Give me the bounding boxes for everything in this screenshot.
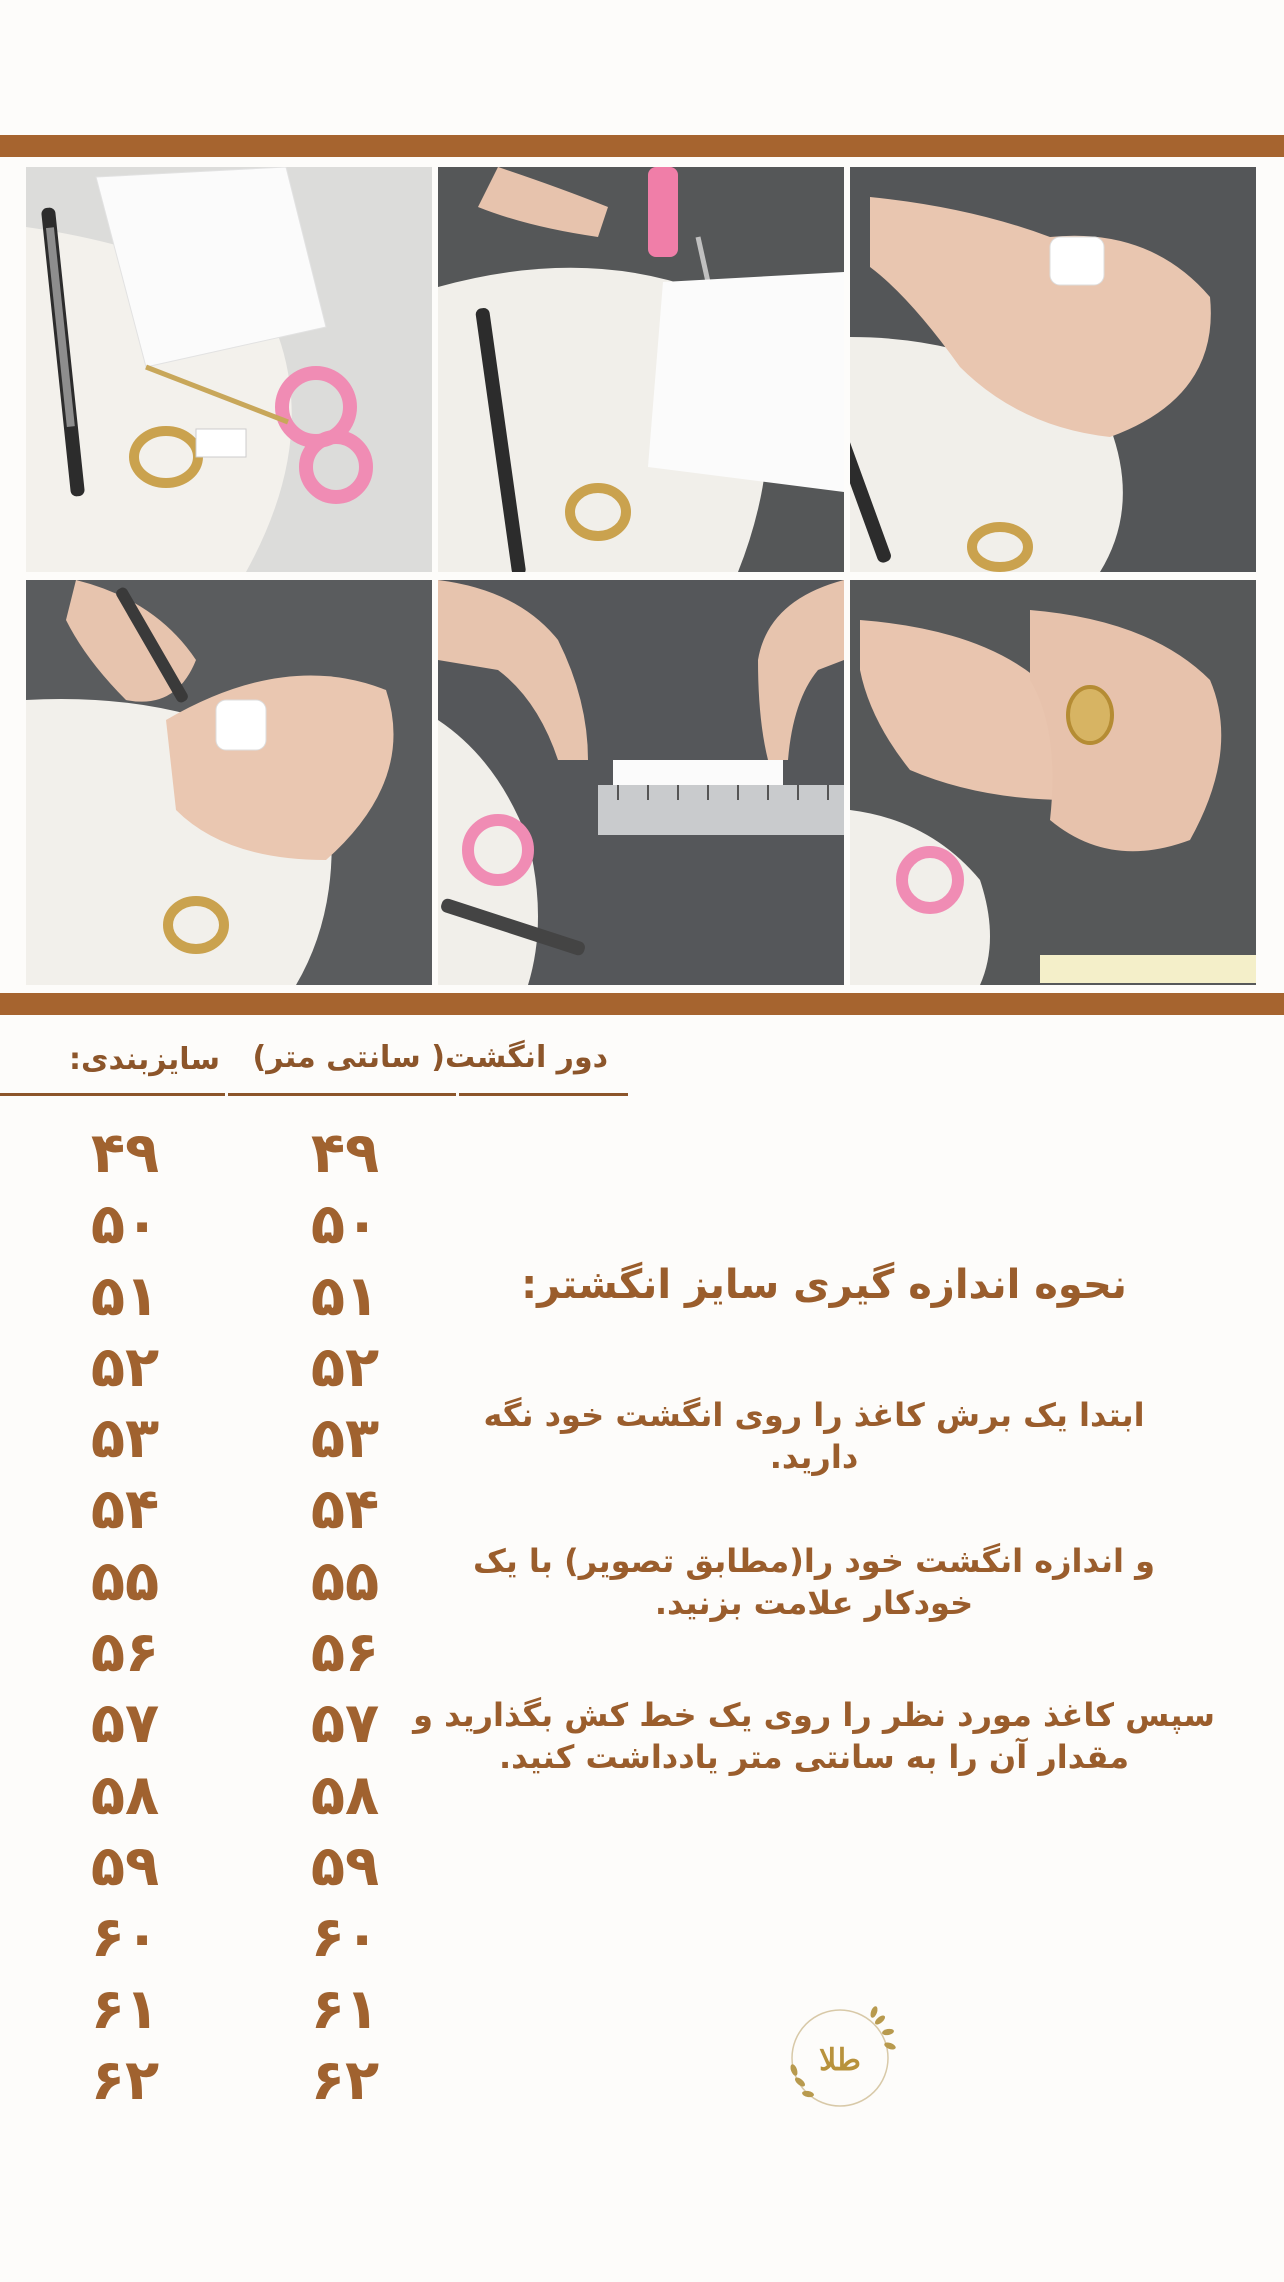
circumference-value: ۴۹: [310, 1121, 380, 1186]
size-value: ۵۳: [90, 1406, 160, 1472]
bottom-divider-bar: [0, 993, 1284, 1015]
step-photo-cutting-paper: [438, 167, 844, 572]
circumference-value: ۵۶: [310, 1620, 380, 1686]
step-photo-paper-tools: [26, 167, 432, 572]
brand-logo: [780, 1990, 910, 2120]
instruction-step-2: و اندازه انگشت خود را(مطابق تصویر) با یک خودکار علامت بزنید.: [472, 1542, 1156, 1622]
size-value: ۵۶: [90, 1620, 160, 1686]
circumference-value: ۵۲: [310, 1334, 380, 1400]
size-value: ۵۴: [90, 1477, 160, 1543]
size-value: ۶۱: [90, 1976, 160, 2042]
circumference-value: ۶۲: [310, 2047, 380, 2113]
size-value: ۵۷: [90, 1691, 160, 1757]
size-value: ۶۲: [90, 2047, 160, 2113]
circumference-value: ۵۰: [310, 1192, 380, 1258]
circumference-value: ۵۷: [310, 1691, 380, 1757]
step-photo-marking-paper: [26, 580, 432, 985]
size-column: [50, 1118, 200, 2116]
instructions-title: نحوه اندازه گیری سایز انگشتر:: [521, 1262, 1127, 1308]
size-value: ۶۰: [90, 1905, 160, 1971]
photo-grid: [26, 167, 1256, 985]
header-underline: [459, 1093, 628, 1096]
circumference-value: ۶۱: [310, 1976, 380, 2042]
circumference-value: ۵۳: [310, 1406, 380, 1472]
circumference-value: ۵۴: [310, 1477, 380, 1543]
top-divider-bar: [0, 135, 1284, 157]
size-value: ۵۹: [90, 1833, 160, 1899]
size-value: ۵۸: [90, 1762, 160, 1828]
step-photo-paper-on-finger: [850, 167, 1256, 572]
circumference-column-header: دور انگشت( سانتی متر): [252, 1040, 608, 1075]
circumference-value: ۶۰: [310, 1905, 380, 1971]
size-column-header: سایزبندی:: [68, 1042, 220, 1077]
logo-text: طلا: [819, 2043, 861, 2078]
circumference-value: ۵۸: [310, 1762, 380, 1828]
size-value: ۵۱: [90, 1263, 160, 1329]
circumference-value: ۵۹: [310, 1833, 380, 1899]
size-value: ۵۵: [90, 1548, 160, 1614]
circumference-column: [270, 1118, 420, 2116]
instruction-step-1: ابتدا یک برش کاغذ را روی انگشت خود نگه دارید.: [483, 1396, 1145, 1476]
circumference-value: ۵۵: [310, 1548, 380, 1614]
circumference-value: ۵۱: [310, 1263, 380, 1329]
step-photo-ring-on-finger: [850, 580, 1256, 985]
size-value: ۵۰: [90, 1192, 160, 1258]
instruction-step-3: سپس کاغذ مورد نظر را روی یک خط کش بگذارید و مقدار آن را به سانتی متر یادداشت کنید.: [413, 1696, 1215, 1776]
header-underline: [0, 1093, 225, 1096]
step-photo-paper-on-ruler: [438, 580, 844, 985]
header-underline: [228, 1093, 456, 1096]
size-value: ۴۹: [90, 1121, 160, 1186]
size-value: ۵۲: [90, 1334, 160, 1400]
